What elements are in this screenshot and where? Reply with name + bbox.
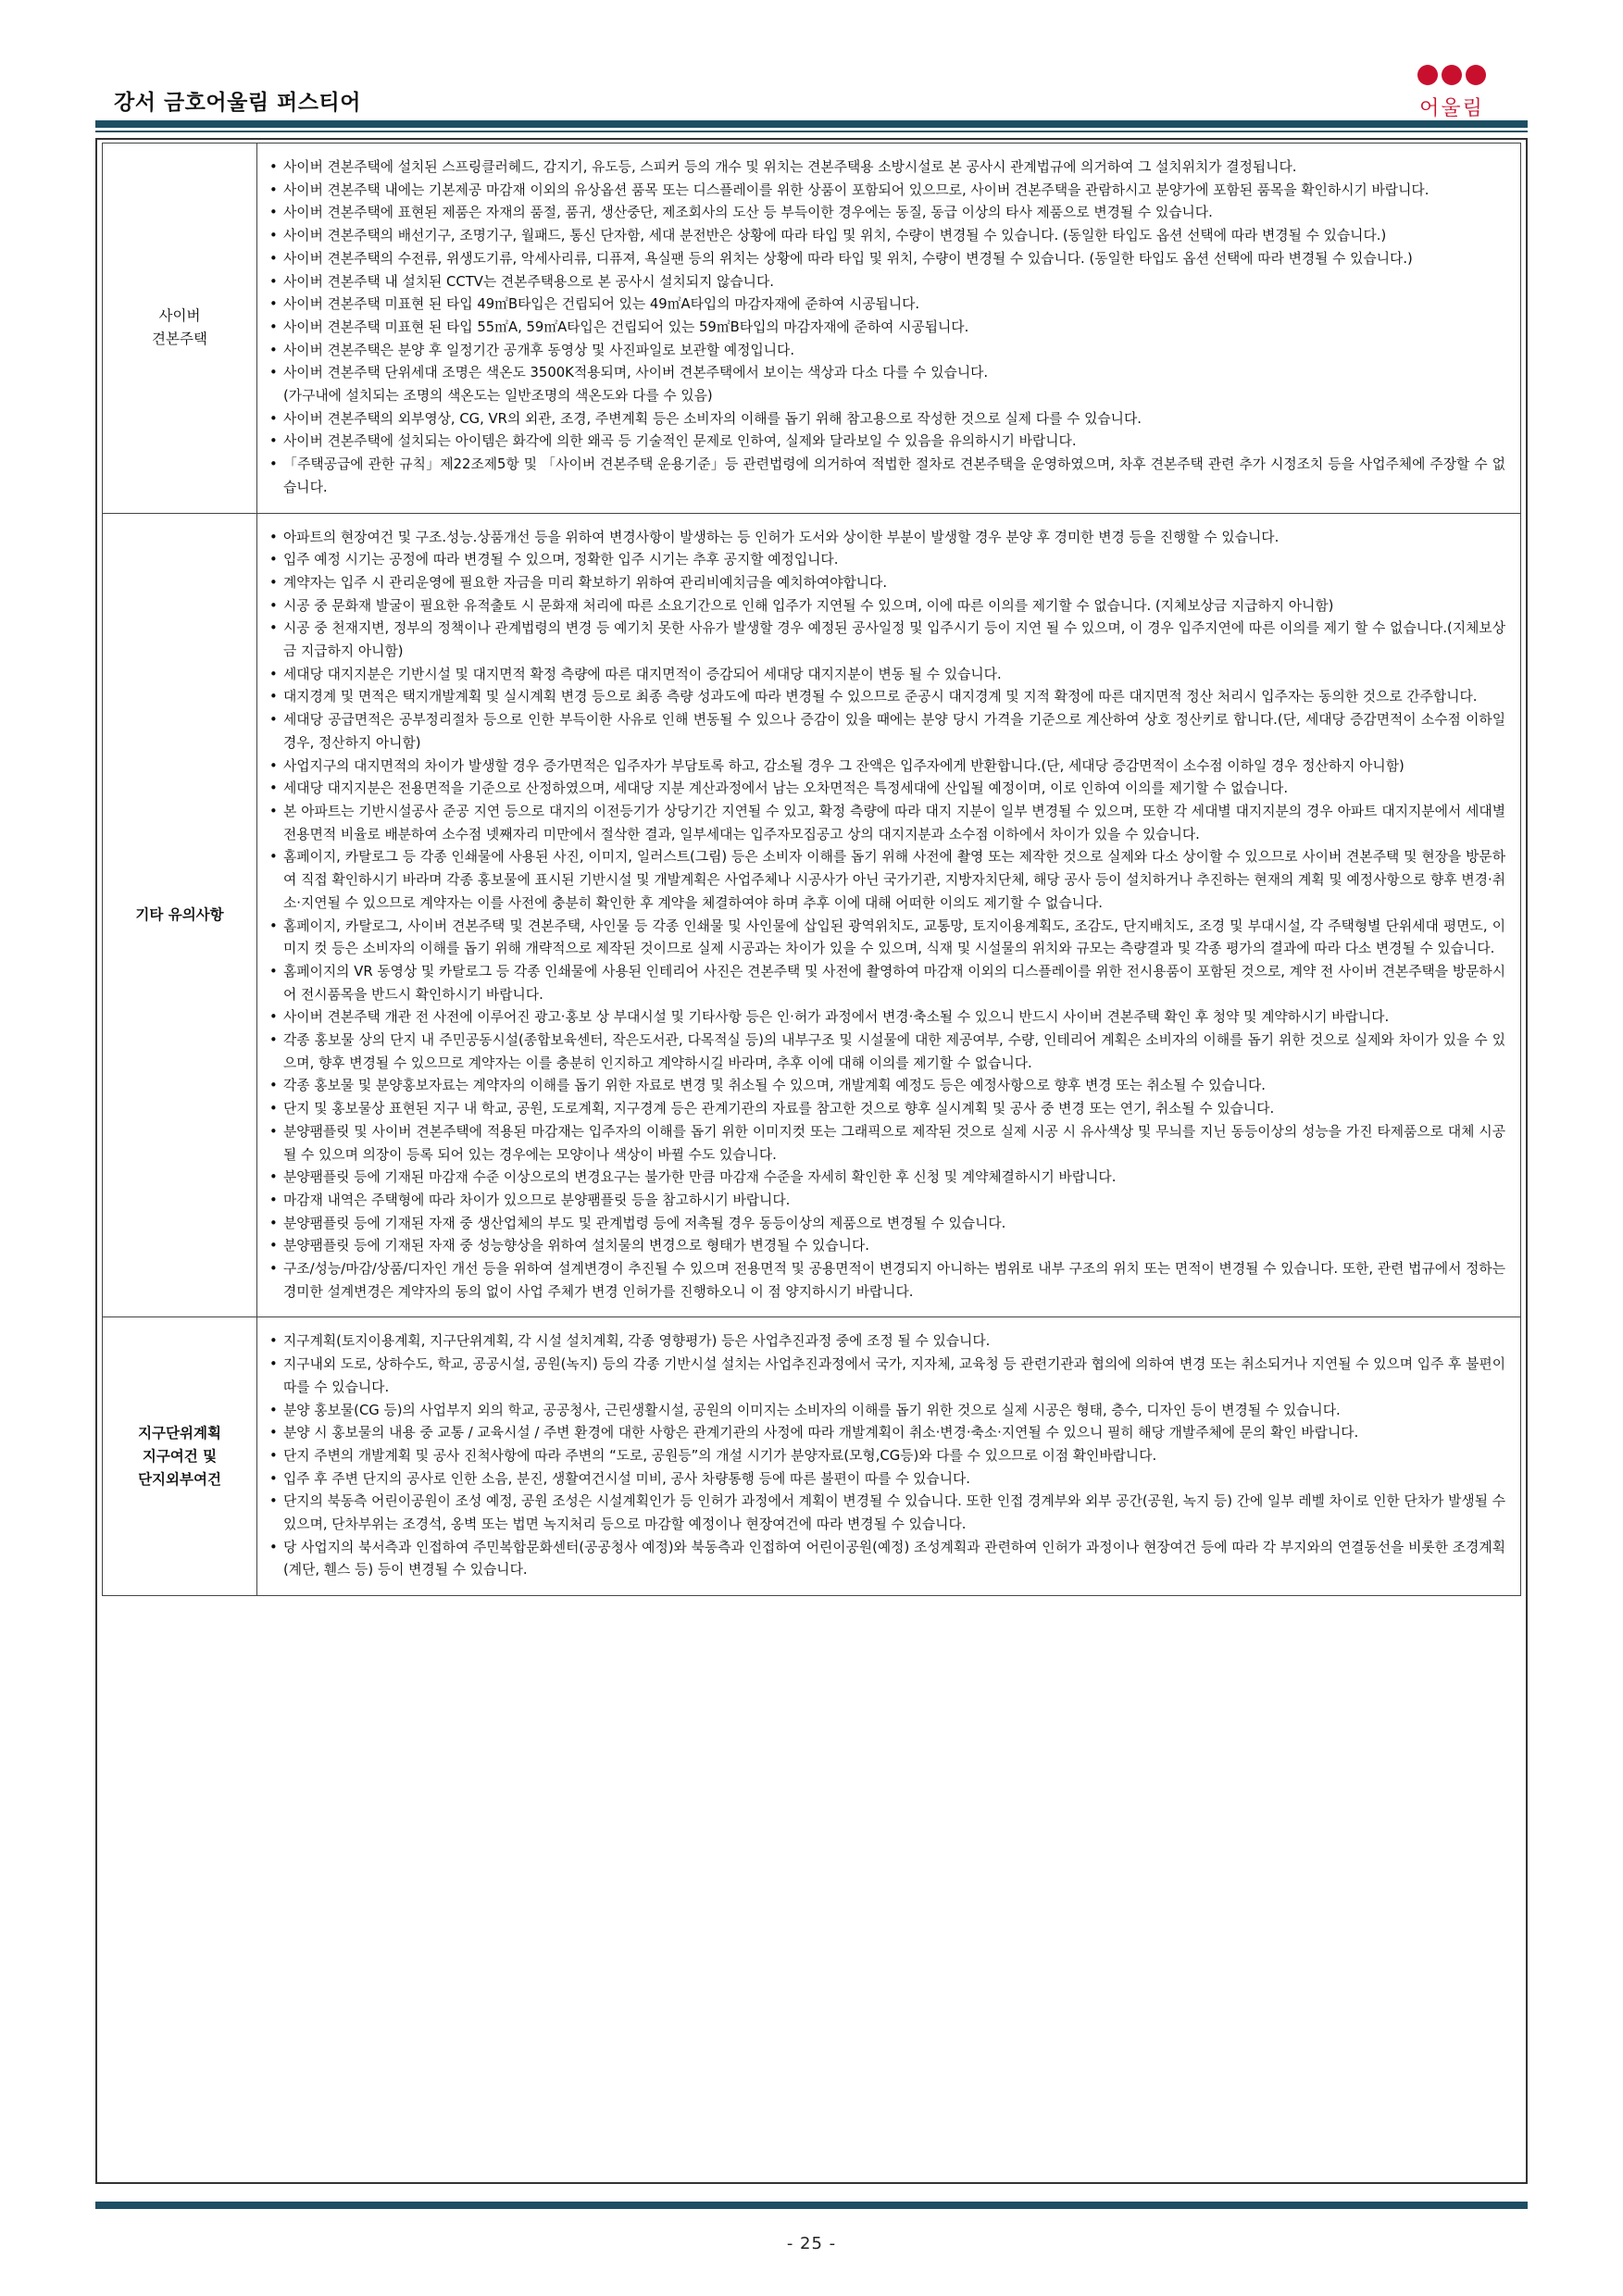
bullet-item: • 홈페이지, 카탈로그 등 각종 인쇄물에 사용된 사진, 이미지, 일러스트(그림) 등은 소비자 이해를 돕기 위해 사전에 촬영 또는 제작한 것으로 실제와 다소 상이할 수 있으므로 사이버 견본주택 및 현장을 방문하여 직접 확인하시기 바라며 각종 홍보물에 표시된 기반시설 및 개발계획은 사업주체나 시공사가 아닌 국가기관, 지방자치단체, 해당 공사 등이 설치하거나 추진하는 현재의 계획 및 예정사항으로 향후 변경·취소·지연될 수 있으므로 계약자는 이를 사전에 충분히 확인한 후 계약을 체결하여야 하며 추후 이에 대해 어떠한 이의도 제기할 수 없습니다.	[267, 846, 1505, 915]
section-label-cell	[103, 513, 257, 1317]
page-number: - 25 -	[786, 2234, 837, 2253]
bullet-item: • 분양팸플릿 등에 기재된 자재 중 성능향상을 위하여 설치물의 변경으로 형태가 변경될 수 있습니다.	[267, 1235, 1505, 1258]
bullet-item: • 분양팸플릿 및 사이버 견본주택에 적용된 마감재는 입주자의 이해를 돕기 위한 이미지컷 또는 그래픽으로 제작된 것으로 실제 시공 시 유사색상 및 무늬를 지닌 동등이상의 성능을 가진 타제품으로 대체 시공될 수 있으며 의장이 등록 되어 있는 경우에는 모양이나 색상이 바뀔 수도 있습니다.	[267, 1121, 1505, 1167]
bullet-item: • 사이버 견본주택 내 설치된 CCTV는 견본주택용으로 본 공사시 설치되지 않습니다.	[267, 271, 1505, 294]
bullet-item: • 사이버 견본주택 미표현 된 타입 55㎡A, 59㎡A타입은 건립되어 있는 59㎡B타입의 마감자재에 준하여 시공됩니다.	[267, 317, 1505, 340]
section-label: 기타 유의사항	[135, 906, 224, 923]
bullet-item: • 세대당 공급면적은 공부정리절차 등으로 인한 부득이한 사유로 인해 변동될 수 있으나 증감이 있을 때에는 분양 당시 가격을 기준으로 계산하여 상호 정산키로 합니다.(단, 세대당 증감면적이 소수점 이하일 경우, 정산하지 아니함)	[267, 709, 1505, 755]
bullet-item: • 시공 중 천재지변, 정부의 정책이나 관계법령의 변경 등 예기치 못한 사유가 발생할 경우 예정된 공사일정 및 입주시기 등이 지연 될 수 있으며, 이 경우 입주지연에 따른 이의를 제기 할 수 없습니다.(지체보상금 지급하지 아니함)	[267, 618, 1505, 663]
section-row	[103, 1317, 1521, 1596]
bullet-list	[267, 527, 1505, 1304]
bullet-item: • 세대당 대지지분은 기반시설 및 대지면적 확정 측량에 따른 대지면적이 증감되어 세대당 대지지분이 변동 될 수 있습니다.	[267, 664, 1505, 687]
bullet-item: • 사이버 견본주택의 배선기구, 조명기구, 월패드, 통신 단자함, 세대 분전반은 상황에 따라 타입 및 위치, 수량이 변경될 수 있습니다. (동일한 타입도 옵션 선택에 따라 변경될 수 있습니다.)	[267, 225, 1505, 248]
bullet-item: • 사이버 견본주택 미표현 된 타입 49㎡B타입은 건립되어 있는 49㎡A타입의 마감자재에 준하여 시공됩니다.	[267, 293, 1505, 317]
section-label: 사이버 견본주택	[152, 307, 207, 348]
bullet-item: • 시공 중 문화재 발굴이 필요한 유적출토 시 문화재 처리에 따른 소요기간으로 인해 입주가 지연될 수 있으며, 이에 따른 이의를 제기할 수 없습니다. (지체보상금 지급하지 아니함)	[267, 595, 1505, 618]
bullet-item: • 세대당 대지지분은 전용면적을 기준으로 산정하였으며, 세대당 지분 계산과정에서 남는 오차면적은 특정세대에 산입될 예정이며, 이로 인하여 이의를 제기할 수 없습니다.	[267, 778, 1505, 801]
section-content-cell	[257, 144, 1521, 514]
bullet-item: • 분양 시 홍보물의 내용 중 교통 / 교육시설 / 주변 환경에 대한 사항은 관계기관의 사정에 따라 개발계획이 취소·변경·축소·지연될 수 있으니 필히 해당 개발주체에 문의 확인 바랍니다.	[267, 1422, 1505, 1445]
bullet-item: • 분양팸플릿 등에 기재된 마감재 수준 이상으로의 변경요구는 불가한 만큼 마감재 수준을 자세히 확인한 후 신청 및 계약체결하시기 바랍니다.	[267, 1167, 1505, 1190]
bullet-item: • 사이버 견본주택 개관 전 사전에 이루어진 광고·홍보 상 부대시설 및 기타사항 등은 인·허가 과정에서 변경·축소될 수 있으니 반드시 사이버 견본주택 확인 후 청약 및 계약하시기 바랍니다.	[267, 1006, 1505, 1029]
section-label-cell	[103, 144, 257, 514]
footer-rule	[95, 2202, 1528, 2209]
section-label: 지구단위계획 지구여건 및 단지외부여건	[138, 1424, 221, 1488]
bullet-item: • 당 사업지의 북서측과 인접하여 주민복합문화센터(공공청사 예정)와 북동측과 인접하여 어린이공원(예정) 조성계획과 관련하여 인허가 과정이나 현장여건 등에 따라 각 부지와의 연결동선을 비롯한 조경계획(계단, 휀스 등) 등이 변경될 수 있습니다.	[267, 1537, 1505, 1582]
bullet-item: • 마감재 내역은 주택형에 따라 차이가 있으므로 분양팸플릿 등을 참고하시기 바랍니다.	[267, 1190, 1505, 1213]
section-label-cell	[103, 1317, 257, 1596]
bullet-item: • 아파트의 현장여건 및 구조.성능.상품개선 등을 위하여 변경사항이 발생하는 등 인허가 도서와 상이한 부분이 발생할 경우 분양 후 경미한 변경 등을 진행할 수 있습니다.	[267, 527, 1505, 550]
section-row	[103, 513, 1521, 1317]
bullet-item: • 본 아파트는 기반시설공사 준공 지연 등으로 대지의 이전등기가 상당기간 지연될 수 있고, 확정 측량에 따라 대지 지분이 일부 변경될 수 있으며, 또한 각 세대별 대지지분의 경우 아파트 대지지분에서 세대별 전용면적 비율로 배분하여 소수점 넷째자리 미만에서 절삭한 결과, 일부세대는 입주자모집공고 상의 대지지분과 소수점 이하에서 차이가 있을 수 있습니다.	[267, 801, 1505, 846]
section-content-cell	[257, 513, 1521, 1317]
logo-dots-icon	[1413, 63, 1491, 87]
bullet-item: • 사업지구의 대지면적의 차이가 발생할 경우 증가면적은 입주자가 부담토록 하고, 감소될 경우 그 잔액은 입주자에게 반환합니다.(단, 세대당 증감면적이 소수점 이하일 경우 정산하지 아니함)	[267, 755, 1505, 779]
bullet-item: • 단지 주변의 개발계획 및 공사 진척사항에 따라 주변의 “도로, 공원등”의 개설 시기가 분양자료(모형,CG등)와 다를 수 있으므로 이점 확인바랍니다.	[267, 1445, 1505, 1468]
bullet-item: • 사이버 견본주택에 설치된 스프링클러헤드, 감지기, 유도등, 스피커 등의 개수 및 위치는 견본주택용 소방시설로 본 공사시 관계법규에 의거하여 그 설치위치가 결정됩니다.	[267, 156, 1505, 180]
bullet-list	[267, 156, 1505, 500]
bullet-item: • 홈페이지의 VR 동영상 및 카탈로그 등 각종 인쇄물에 사용된 인테리어 사진은 견본주택 및 사전에 촬영하여 마감재 이외의 디스플레이를 위한 전시용품이 포함된 것으로, 계약 전 사이버 견본주택을 방문하시어 전시품목을 반드시 확인하시기 바랍니다.	[267, 961, 1505, 1006]
bullet-item: • 사이버 견본주택의 외부영상, CG, VR의 외관, 조경, 주변계획 등은 소비자의 이해를 돕기 위해 참고용으로 작성한 것으로 실제 다를 수 있습니다.	[267, 408, 1505, 431]
brand-logo	[1413, 63, 1491, 121]
section-content-cell	[257, 1317, 1521, 1596]
bullet-item: • 사이버 견본주택에 설치되는 아이템은 화각에 의한 왜곡 등 기술적인 문제로 인하여, 실제와 달라보일 수 있음을 유의하시기 바랍니다.	[267, 430, 1505, 454]
notes-table	[102, 143, 1521, 1596]
header-rule	[95, 120, 1528, 128]
bullet-item: • 입주 예정 시기는 공정에 따라 변경될 수 있으며, 정확한 입주 시기는 추후 공지할 예정입니다.	[267, 549, 1505, 572]
bullet-item: • 입주 후 주변 단지의 공사로 인한 소음, 분진, 생활여건시설 미비, 공사 차량통행 등에 따른 불편이 따를 수 있습니다.	[267, 1468, 1505, 1491]
bullet-item: • 계약자는 입주 시 관리운영에 필요한 자금을 미리 확보하기 위하여 관리비예치금을 예치하여야합니다.	[267, 572, 1505, 595]
bullet-item: • 단지 및 홍보물상 표현된 지구 내 학교, 공원, 도로계획, 지구경계 등은 관계기관의 자료를 참고한 것으로 향후 실시계획 및 공사 중 변경 또는 연기, 취소될 수 있습니다.	[267, 1098, 1505, 1121]
bullet-item: • 분양팸플릿 등에 기재된 자재 중 생산업체의 부도 및 관계법령 등에 저촉될 경우 동등이상의 제품으로 변경될 수 있습니다.	[267, 1213, 1505, 1236]
bullet-item: • 대지경계 및 면적은 택지개발계획 및 실시계획 변경 등으로 최종 측량 성과도에 따라 변경될 수 있으므로 준공시 대지경계 및 지적 확정에 따른 대지면적 정산 처리시 입주자는 동의한 것으로 간주합니다.	[267, 686, 1505, 709]
bullet-item: • 단지의 북동측 어린이공원이 조성 예정, 공원 조성은 시설계획인가 등 인허가 과정에서 계획이 변경될 수 있습니다. 또한 인접 경계부와 외부 공간(공원, 녹지 등) 간에 일부 레벨 차이로 인한 단차가 발생될 수 있으며, 단차부위는 조경석, 옹벽 또는 법면 녹지처리 등으로 마감할 예정이나 현장여건에 따라 변경될 수 있습니다.	[267, 1491, 1505, 1536]
bullet-item: • 각종 홍보물 상의 단지 내 주민공동시설(종합보육센터, 작은도서관, 다목적실 등)의 내부구조 및 시설물에 대한 제공여부, 수량, 인테리어 계획은 소비자의 이해를 돕기 위한 것으로 실제와 차이가 있을 수 있으며, 향후 변경될 수 있으므로 계약자는 이를 충분히 인지하고 계약하시길 바라며, 추후 이에 대해 이의를 제기할 수 없습니다.	[267, 1029, 1505, 1075]
bullet-item: • 「주택공급에 관한 규칙」제22조제5항 및 「사이버 견본주택 운용기준」등 관련법령에 의거하여 적법한 절차로 견본주택을 운영하였으며, 차후 견본주택 관련 추가 시정조치 등을 사업주체에 주장할 수 없습니다.	[267, 454, 1505, 499]
document-title: 강서 금호어울림 퍼스티어	[114, 91, 361, 115]
bullet-item: • 구조/성능/마감/상품/디자인 개선 등을 위하여 설계변경이 추진될 수 있으며 전용면적 및 공용면적이 변경되지 아니하는 범위로 내부 구조의 위치 또는 면적이 변경될 수 있습니다. 또한, 관련 법규에서 정하는 경미한 설계변경은 계약자의 동의 없이 사업 주체가 변경 인허가를 진행하오니 이 점 양지하시기 바랍니다.	[267, 1258, 1505, 1304]
bullet-item: • 사이버 견본주택은 분양 후 일정기간 공개후 동영상 및 사진파일로 보관할 예정입니다.	[267, 340, 1505, 363]
bullet-item: • 각종 홍보물 및 분양홍보자료는 계약자의 이해를 돕기 위한 자료로 변경 및 취소될 수 있으며, 개발계획 예정도 등은 예정사항으로 향후 변경 또는 취소될 수 있습니다.	[267, 1075, 1505, 1098]
bullet-item: • 사이버 견본주택 단위세대 조명은 색온도 3500K적용되며, 사이버 견본주택에서 보이는 색상과 다소 다를 수 있습니다. (가구내에 설치되는 조명의 색온도는 일반조명의 색온도와 다를 수 있음)	[267, 362, 1505, 407]
bullet-item: • 사이버 견본주택 내에는 기본제공 마감재 이외의 유상옵션 품목 또는 디스플레이를 위한 상품이 포함되어 있으므로, 사이버 견본주택을 관람하시고 분양가에 포함된 품목을 확인하시기 바랍니다.	[267, 180, 1505, 203]
bullet-item: • 지구계획(토지이용계획, 지구단위계획, 각 시설 설치계획, 각종 영향평가) 등은 사업추진과정 중에 조정 될 수 있습니다.	[267, 1330, 1505, 1354]
bullet-list	[267, 1330, 1505, 1582]
bullet-item: • 사이버 견본주택에 표현된 제품은 자재의 품절, 품귀, 생산중단, 제조회사의 도산 등 부득이한 경우에는 동질, 동급 이상의 타사 제품으로 변경될 수 있습니다.	[267, 202, 1505, 225]
section-row	[103, 144, 1521, 514]
bullet-item: • 사이버 견본주택의 수전류, 위생도기류, 악세사리류, 디퓨져, 욕실팬 등의 위치는 상황에 따라 타입 및 위치, 수량이 변경될 수 있습니다. (동일한 타입도 옵션 선택에 따라 변경될 수 있습니다.)	[267, 248, 1505, 271]
bullet-item: • 분양 홍보물(CG 등)의 사업부지 외의 학교, 공공청사, 근린생활시설, 공원의 이미지는 소비자의 이해를 돕기 위한 것으로 실제 시공은 형태, 층수, 디자인 등이 변경될 수 있습니다.	[267, 1400, 1505, 1423]
header-rule-thin	[95, 131, 1528, 132]
bullet-item: • 홈페이지, 카탈로그, 사이버 견본주택 및 견본주택, 사인물 등 각종 인쇄물 및 사인물에 삽입된 광역위치도, 교통망, 토지이용계획도, 조감도, 단지배치도, 조경 및 부대시설, 각 주택형별 단위세대 평면도, 이미지 컷 등은 소비자의 이해를 돕기 위해 개략적으로 제작된 것이므로 실제 시공과는 차이가 있을 수 있으며, 식재 및 시설물의 위치와 규모는 측량결과 및 각종 평가의 결과에 따라 다소 변경될 수 있습니다.	[267, 916, 1505, 961]
bullet-item: • 지구내외 도로, 상하수도, 학교, 공공시설, 공원(녹지) 등의 각종 기반시설 설치는 사업추진과정에서 국가, 지자체, 교육청 등 관련기관과 협의에 의하여 변경 또는 취소되거나 지연될 수 있으며 입주 후 불편이 따를 수 있습니다.	[267, 1354, 1505, 1399]
logo-text: 어울림	[1419, 97, 1484, 120]
